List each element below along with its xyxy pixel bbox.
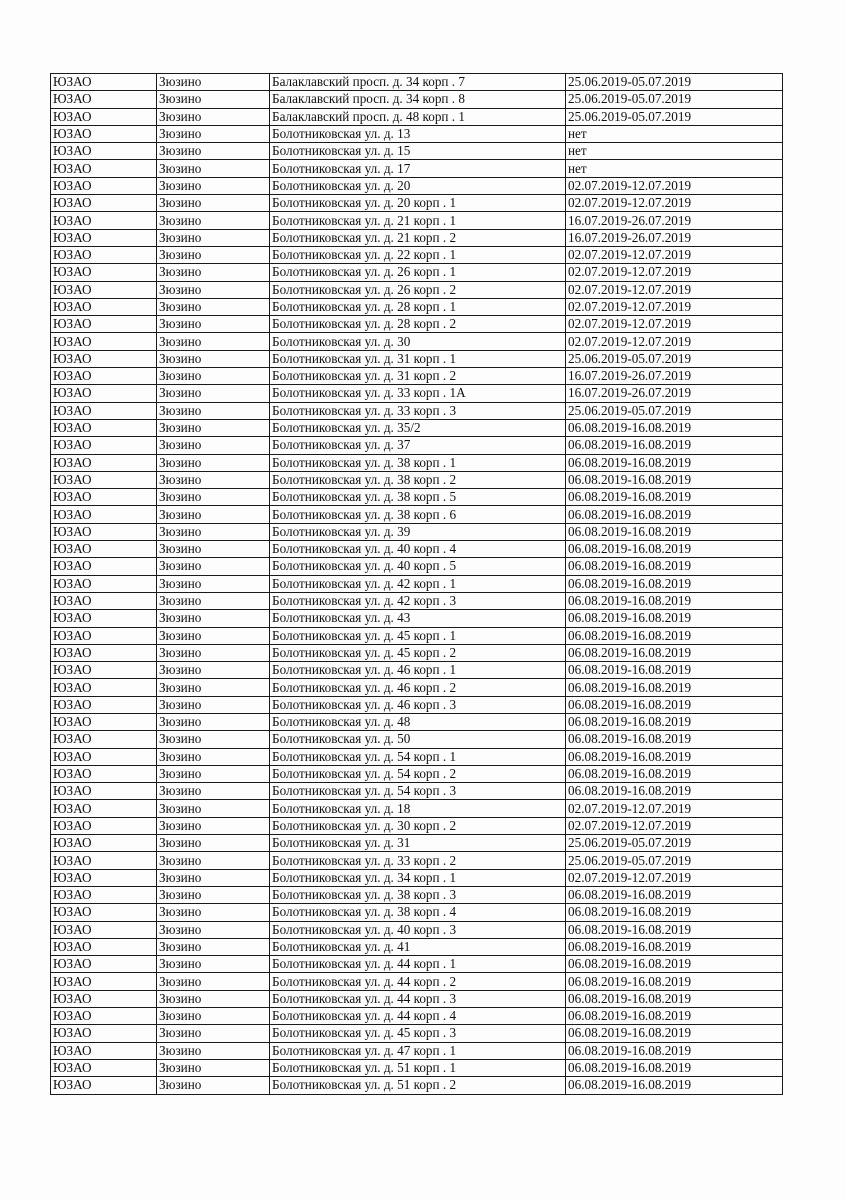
district-cell: ЮЗАО — [51, 368, 157, 385]
area-cell: Зюзино — [157, 506, 270, 523]
district-cell: ЮЗАО — [51, 419, 157, 436]
table-row — [51, 558, 783, 575]
period-cell: 02.07.2019-12.07.2019 — [566, 869, 783, 886]
area-cell: Зюзино — [157, 489, 270, 506]
area-cell: Зюзино — [157, 575, 270, 592]
period-cell: 02.07.2019-12.07.2019 — [566, 195, 783, 212]
period-cell: 06.08.2019-16.08.2019 — [566, 419, 783, 436]
address-cell: Болотниковская ул. д. 21 корп . 2 — [270, 229, 566, 246]
district-cell: ЮЗАО — [51, 350, 157, 367]
area-cell: Зюзино — [157, 143, 270, 160]
period-cell: 25.06.2019-05.07.2019 — [566, 852, 783, 869]
period-cell: 25.06.2019-05.07.2019 — [566, 402, 783, 419]
period-cell: 06.08.2019-16.08.2019 — [566, 575, 783, 592]
period-cell: 06.08.2019-16.08.2019 — [566, 783, 783, 800]
area-cell: Зюзино — [157, 541, 270, 558]
district-cell: ЮЗАО — [51, 938, 157, 955]
table-row — [51, 368, 783, 385]
address-cell: Болотниковская ул. д. 26 корп . 1 — [270, 264, 566, 281]
district-cell: ЮЗАО — [51, 229, 157, 246]
table-row — [51, 195, 783, 212]
area-cell: Зюзино — [157, 731, 270, 748]
district-cell: ЮЗАО — [51, 696, 157, 713]
address-cell: Болотниковская ул. д. 42 корп . 3 — [270, 592, 566, 609]
period-cell: 02.07.2019-12.07.2019 — [566, 177, 783, 194]
period-cell: 06.08.2019-16.08.2019 — [566, 610, 783, 627]
table-row — [51, 489, 783, 506]
district-cell: ЮЗАО — [51, 454, 157, 471]
district-cell: ЮЗАО — [51, 281, 157, 298]
period-cell: 06.08.2019-16.08.2019 — [566, 921, 783, 938]
table-row — [51, 212, 783, 229]
table-row — [51, 627, 783, 644]
district-cell: ЮЗАО — [51, 212, 157, 229]
district-cell: ЮЗАО — [51, 177, 157, 194]
district-cell: ЮЗАО — [51, 956, 157, 973]
district-cell: ЮЗАО — [51, 817, 157, 834]
address-cell: Болотниковская ул. д. 38 корп . 3 — [270, 886, 566, 903]
area-cell: Зюзино — [157, 869, 270, 886]
area-cell: Зюзино — [157, 610, 270, 627]
period-cell: 06.08.2019-16.08.2019 — [566, 644, 783, 661]
period-cell: 02.07.2019-12.07.2019 — [566, 316, 783, 333]
area-cell: Зюзино — [157, 679, 270, 696]
address-cell: Болотниковская ул. д. 26 корп . 2 — [270, 281, 566, 298]
period-cell: 06.08.2019-16.08.2019 — [566, 748, 783, 765]
address-cell: Болотниковская ул. д. 45 корп . 3 — [270, 1025, 566, 1042]
address-cell: Болотниковская ул. д. 46 корп . 2 — [270, 679, 566, 696]
table-row — [51, 506, 783, 523]
district-cell: ЮЗАО — [51, 575, 157, 592]
district-cell: ЮЗАО — [51, 748, 157, 765]
area-cell: Зюзино — [157, 1077, 270, 1094]
period-cell: 06.08.2019-16.08.2019 — [566, 938, 783, 955]
address-cell: Болотниковская ул. д. 44 корп . 1 — [270, 956, 566, 973]
district-cell: ЮЗАО — [51, 852, 157, 869]
period-cell: нет — [566, 125, 783, 142]
table-row — [51, 748, 783, 765]
table-row — [51, 990, 783, 1007]
address-cell: Болотниковская ул. д. 42 корп . 1 — [270, 575, 566, 592]
district-cell: ЮЗАО — [51, 437, 157, 454]
area-cell: Зюзино — [157, 108, 270, 125]
table-row — [51, 229, 783, 246]
period-cell: 06.08.2019-16.08.2019 — [566, 731, 783, 748]
district-cell: ЮЗАО — [51, 644, 157, 661]
table-row — [51, 713, 783, 730]
address-cell: Болотниковская ул. д. 28 корп . 2 — [270, 316, 566, 333]
address-cell: Болотниковская ул. д. 44 корп . 3 — [270, 990, 566, 1007]
area-cell: Зюзино — [157, 125, 270, 142]
district-cell: ЮЗАО — [51, 1059, 157, 1076]
period-cell: 06.08.2019-16.08.2019 — [566, 558, 783, 575]
district-cell: ЮЗАО — [51, 627, 157, 644]
address-cell: Болотниковская ул. д. 44 корп . 2 — [270, 973, 566, 990]
area-cell: Зюзино — [157, 938, 270, 955]
table-row — [51, 800, 783, 817]
address-cell: Болотниковская ул. д. 48 — [270, 713, 566, 730]
address-cell: Болотниковская ул. д. 31 корп . 2 — [270, 368, 566, 385]
address-cell: Болотниковская ул. д. 30 — [270, 333, 566, 350]
area-cell: Зюзино — [157, 281, 270, 298]
address-cell: Болотниковская ул. д. 54 корп . 2 — [270, 765, 566, 782]
table-row — [51, 437, 783, 454]
area-cell: Зюзино — [157, 558, 270, 575]
district-cell: ЮЗАО — [51, 1077, 157, 1094]
area-cell: Зюзино — [157, 956, 270, 973]
address-cell: Болотниковская ул. д. 34 корп . 1 — [270, 869, 566, 886]
district-cell: ЮЗАО — [51, 800, 157, 817]
district-cell: ЮЗАО — [51, 592, 157, 609]
table-row — [51, 125, 783, 142]
address-cell: Болотниковская ул. д. 45 корп . 2 — [270, 644, 566, 661]
period-cell: 06.08.2019-16.08.2019 — [566, 1025, 783, 1042]
period-cell: 06.08.2019-16.08.2019 — [566, 662, 783, 679]
area-cell: Зюзино — [157, 246, 270, 263]
period-cell: 06.08.2019-16.08.2019 — [566, 523, 783, 540]
district-cell: ЮЗАО — [51, 91, 157, 108]
address-cell: Болотниковская ул. д. 45 корп . 1 — [270, 627, 566, 644]
table-row — [51, 644, 783, 661]
period-cell: 02.07.2019-12.07.2019 — [566, 281, 783, 298]
table-row — [51, 316, 783, 333]
address-cell: Болотниковская ул. д. 30 корп . 2 — [270, 817, 566, 834]
table-row — [51, 333, 783, 350]
area-cell: Зюзино — [157, 1042, 270, 1059]
district-cell: ЮЗАО — [51, 108, 157, 125]
address-cell: Болотниковская ул. д. 21 корп . 1 — [270, 212, 566, 229]
area-cell: Зюзино — [157, 195, 270, 212]
table-row — [51, 454, 783, 471]
period-cell: 06.08.2019-16.08.2019 — [566, 956, 783, 973]
period-cell: 06.08.2019-16.08.2019 — [566, 506, 783, 523]
period-cell: нет — [566, 160, 783, 177]
period-cell: 06.08.2019-16.08.2019 — [566, 990, 783, 1007]
area-cell: Зюзино — [157, 264, 270, 281]
area-cell: Зюзино — [157, 298, 270, 315]
table-row — [51, 91, 783, 108]
table-row — [51, 765, 783, 782]
address-cell: Болотниковская ул. д. 15 — [270, 143, 566, 160]
address-cell: Болотниковская ул. д. 46 корп . 3 — [270, 696, 566, 713]
period-cell: 06.08.2019-16.08.2019 — [566, 471, 783, 488]
period-cell: 06.08.2019-16.08.2019 — [566, 541, 783, 558]
area-cell: Зюзино — [157, 852, 270, 869]
district-cell: ЮЗАО — [51, 316, 157, 333]
address-cell: Болотниковская ул. д. 47 корп . 1 — [270, 1042, 566, 1059]
table-row — [51, 523, 783, 540]
area-cell: Зюзино — [157, 783, 270, 800]
area-cell: Зюзино — [157, 229, 270, 246]
table-row — [51, 160, 783, 177]
address-cell: Болотниковская ул. д. 38 корп . 6 — [270, 506, 566, 523]
table-row — [51, 592, 783, 609]
address-cell: Болотниковская ул. д. 39 — [270, 523, 566, 540]
area-cell: Зюзино — [157, 592, 270, 609]
district-cell: ЮЗАО — [51, 921, 157, 938]
table-row — [51, 419, 783, 436]
district-cell: ЮЗАО — [51, 125, 157, 142]
table-row — [51, 74, 783, 91]
period-cell: 25.06.2019-05.07.2019 — [566, 835, 783, 852]
address-cell: Балаклавский просп. д. 48 корп . 1 — [270, 108, 566, 125]
area-cell: Зюзино — [157, 523, 270, 540]
period-cell: 06.08.2019-16.08.2019 — [566, 713, 783, 730]
period-cell: 16.07.2019-26.07.2019 — [566, 212, 783, 229]
address-cell: Болотниковская ул. д. 35/2 — [270, 419, 566, 436]
table-row — [51, 1025, 783, 1042]
period-cell: 16.07.2019-26.07.2019 — [566, 368, 783, 385]
address-cell: Болотниковская ул. д. 38 корп . 4 — [270, 904, 566, 921]
period-cell: 06.08.2019-16.08.2019 — [566, 696, 783, 713]
district-cell: ЮЗАО — [51, 195, 157, 212]
period-cell: 06.08.2019-16.08.2019 — [566, 679, 783, 696]
table-row — [51, 731, 783, 748]
district-cell: ЮЗАО — [51, 523, 157, 540]
district-cell: ЮЗАО — [51, 886, 157, 903]
address-cell: Болотниковская ул. д. 22 корп . 1 — [270, 246, 566, 263]
area-cell: Зюзино — [157, 696, 270, 713]
area-cell: Зюзино — [157, 333, 270, 350]
area-cell: Зюзино — [157, 419, 270, 436]
period-cell: 02.07.2019-12.07.2019 — [566, 800, 783, 817]
period-cell: 02.07.2019-12.07.2019 — [566, 333, 783, 350]
address-cell: Болотниковская ул. д. 17 — [270, 160, 566, 177]
address-cell: Болотниковская ул. д. 40 корп . 5 — [270, 558, 566, 575]
area-cell: Зюзино — [157, 177, 270, 194]
area-cell: Зюзино — [157, 402, 270, 419]
address-cell: Болотниковская ул. д. 31 корп . 1 — [270, 350, 566, 367]
period-cell: 25.06.2019-05.07.2019 — [566, 108, 783, 125]
area-cell: Зюзино — [157, 990, 270, 1007]
period-cell: 06.08.2019-16.08.2019 — [566, 1059, 783, 1076]
area-cell: Зюзино — [157, 385, 270, 402]
period-cell: 06.08.2019-16.08.2019 — [566, 765, 783, 782]
address-cell: Болотниковская ул. д. 40 корп . 3 — [270, 921, 566, 938]
table-row — [51, 938, 783, 955]
period-cell: 06.08.2019-16.08.2019 — [566, 489, 783, 506]
address-cell: Болотниковская ул. д. 20 — [270, 177, 566, 194]
table-row — [51, 471, 783, 488]
address-cell: Болотниковская ул. д. 41 — [270, 938, 566, 955]
district-cell: ЮЗАО — [51, 765, 157, 782]
period-cell: 06.08.2019-16.08.2019 — [566, 1008, 783, 1025]
table-row — [51, 541, 783, 558]
area-cell: Зюзино — [157, 662, 270, 679]
table-row — [51, 298, 783, 315]
table-row — [51, 575, 783, 592]
area-cell: Зюзино — [157, 91, 270, 108]
area-cell: Зюзино — [157, 713, 270, 730]
district-cell: ЮЗАО — [51, 160, 157, 177]
table-row — [51, 1042, 783, 1059]
address-cell: Болотниковская ул. д. 33 корп . 1А — [270, 385, 566, 402]
table-row — [51, 1077, 783, 1094]
district-cell: ЮЗАО — [51, 679, 157, 696]
district-cell: ЮЗАО — [51, 1025, 157, 1042]
period-cell: 06.08.2019-16.08.2019 — [566, 627, 783, 644]
period-cell: 06.08.2019-16.08.2019 — [566, 592, 783, 609]
period-cell: 06.08.2019-16.08.2019 — [566, 973, 783, 990]
district-cell: ЮЗАО — [51, 904, 157, 921]
area-cell: Зюзино — [157, 921, 270, 938]
area-cell: Зюзино — [157, 973, 270, 990]
address-cell: Балаклавский просп. д. 34 корп . 8 — [270, 91, 566, 108]
period-cell: 02.07.2019-12.07.2019 — [566, 264, 783, 281]
period-cell: 16.07.2019-26.07.2019 — [566, 229, 783, 246]
district-cell: ЮЗАО — [51, 143, 157, 160]
table-row — [51, 402, 783, 419]
district-cell: ЮЗАО — [51, 835, 157, 852]
period-cell: 25.06.2019-05.07.2019 — [566, 91, 783, 108]
table-row — [51, 662, 783, 679]
address-cell: Болотниковская ул. д. 50 — [270, 731, 566, 748]
table-row — [51, 108, 783, 125]
table-row — [51, 852, 783, 869]
address-cell: Болотниковская ул. д. 40 корп . 4 — [270, 541, 566, 558]
period-cell: 06.08.2019-16.08.2019 — [566, 437, 783, 454]
district-cell: ЮЗАО — [51, 541, 157, 558]
period-cell: нет — [566, 143, 783, 160]
table-row — [51, 817, 783, 834]
table-row — [51, 350, 783, 367]
period-cell: 16.07.2019-26.07.2019 — [566, 385, 783, 402]
schedule-table — [50, 73, 783, 1095]
table-row — [51, 1059, 783, 1076]
table-row — [51, 385, 783, 402]
district-cell: ЮЗАО — [51, 1042, 157, 1059]
address-cell: Болотниковская ул. д. 38 корп . 5 — [270, 489, 566, 506]
table-row — [51, 264, 783, 281]
period-cell: 25.06.2019-05.07.2019 — [566, 350, 783, 367]
period-cell: 02.07.2019-12.07.2019 — [566, 246, 783, 263]
table-row — [51, 921, 783, 938]
period-cell: 06.08.2019-16.08.2019 — [566, 904, 783, 921]
table-row — [51, 886, 783, 903]
area-cell: Зюзино — [157, 316, 270, 333]
period-cell: 02.07.2019-12.07.2019 — [566, 298, 783, 315]
address-cell: Болотниковская ул. д. 43 — [270, 610, 566, 627]
area-cell: Зюзино — [157, 835, 270, 852]
district-cell: ЮЗАО — [51, 246, 157, 263]
address-cell: Болотниковская ул. д. 37 — [270, 437, 566, 454]
address-cell: Болотниковская ул. д. 18 — [270, 800, 566, 817]
district-cell: ЮЗАО — [51, 990, 157, 1007]
table-row — [51, 783, 783, 800]
address-cell: Болотниковская ул. д. 38 корп . 1 — [270, 454, 566, 471]
area-cell: Зюзино — [157, 368, 270, 385]
area-cell: Зюзино — [157, 74, 270, 91]
area-cell: Зюзино — [157, 817, 270, 834]
district-cell: ЮЗАО — [51, 471, 157, 488]
area-cell: Зюзино — [157, 904, 270, 921]
address-cell: Болотниковская ул. д. 54 корп . 3 — [270, 783, 566, 800]
address-cell: Болотниковская ул. д. 28 корп . 1 — [270, 298, 566, 315]
district-cell: ЮЗАО — [51, 869, 157, 886]
address-cell: Болотниковская ул. д. 46 корп . 1 — [270, 662, 566, 679]
area-cell: Зюзино — [157, 627, 270, 644]
table-row — [51, 869, 783, 886]
address-cell: Болотниковская ул. д. 51 корп . 1 — [270, 1059, 566, 1076]
area-cell: Зюзино — [157, 748, 270, 765]
area-cell: Зюзино — [157, 765, 270, 782]
address-cell: Болотниковская ул. д. 33 корп . 2 — [270, 852, 566, 869]
table-row — [51, 696, 783, 713]
period-cell: 25.06.2019-05.07.2019 — [566, 74, 783, 91]
table-row — [51, 973, 783, 990]
area-cell: Зюзино — [157, 212, 270, 229]
district-cell: ЮЗАО — [51, 402, 157, 419]
table-row — [51, 1008, 783, 1025]
address-cell: Болотниковская ул. д. 44 корп . 4 — [270, 1008, 566, 1025]
address-cell: Болотниковская ул. д. 13 — [270, 125, 566, 142]
table-row — [51, 610, 783, 627]
schedule-table-body — [51, 74, 783, 1095]
period-cell: 06.08.2019-16.08.2019 — [566, 1077, 783, 1094]
district-cell: ЮЗАО — [51, 662, 157, 679]
address-cell: Болотниковская ул. д. 51 корп . 2 — [270, 1077, 566, 1094]
area-cell: Зюзино — [157, 886, 270, 903]
district-cell: ЮЗАО — [51, 783, 157, 800]
table-row — [51, 835, 783, 852]
district-cell: ЮЗАО — [51, 973, 157, 990]
district-cell: ЮЗАО — [51, 506, 157, 523]
area-cell: Зюзино — [157, 350, 270, 367]
district-cell: ЮЗАО — [51, 713, 157, 730]
period-cell: 06.08.2019-16.08.2019 — [566, 1042, 783, 1059]
area-cell: Зюзино — [157, 471, 270, 488]
area-cell: Зюзино — [157, 1025, 270, 1042]
district-cell: ЮЗАО — [51, 333, 157, 350]
address-cell: Болотниковская ул. д. 31 — [270, 835, 566, 852]
area-cell: Зюзино — [157, 437, 270, 454]
district-cell: ЮЗАО — [51, 74, 157, 91]
table-row — [51, 679, 783, 696]
address-cell: Болотниковская ул. д. 54 корп . 1 — [270, 748, 566, 765]
area-cell: Зюзино — [157, 1059, 270, 1076]
address-cell: Болотниковская ул. д. 20 корп . 1 — [270, 195, 566, 212]
district-cell: ЮЗАО — [51, 731, 157, 748]
area-cell: Зюзино — [157, 454, 270, 471]
area-cell: Зюзино — [157, 644, 270, 661]
period-cell: 06.08.2019-16.08.2019 — [566, 886, 783, 903]
district-cell: ЮЗАО — [51, 558, 157, 575]
table-row — [51, 143, 783, 160]
district-cell: ЮЗАО — [51, 610, 157, 627]
table-row — [51, 246, 783, 263]
district-cell: ЮЗАО — [51, 264, 157, 281]
district-cell: ЮЗАО — [51, 489, 157, 506]
table-row — [51, 281, 783, 298]
table-row — [51, 904, 783, 921]
area-cell: Зюзино — [157, 800, 270, 817]
area-cell: Зюзино — [157, 1008, 270, 1025]
district-cell: ЮЗАО — [51, 298, 157, 315]
address-cell: Болотниковская ул. д. 33 корп . 3 — [270, 402, 566, 419]
address-cell: Болотниковская ул. д. 38 корп . 2 — [270, 471, 566, 488]
table-row — [51, 956, 783, 973]
address-cell: Балаклавский просп. д. 34 корп . 7 — [270, 74, 566, 91]
period-cell: 02.07.2019-12.07.2019 — [566, 817, 783, 834]
area-cell: Зюзино — [157, 160, 270, 177]
district-cell: ЮЗАО — [51, 385, 157, 402]
district-cell: ЮЗАО — [51, 1008, 157, 1025]
table-row — [51, 177, 783, 194]
period-cell: 06.08.2019-16.08.2019 — [566, 454, 783, 471]
